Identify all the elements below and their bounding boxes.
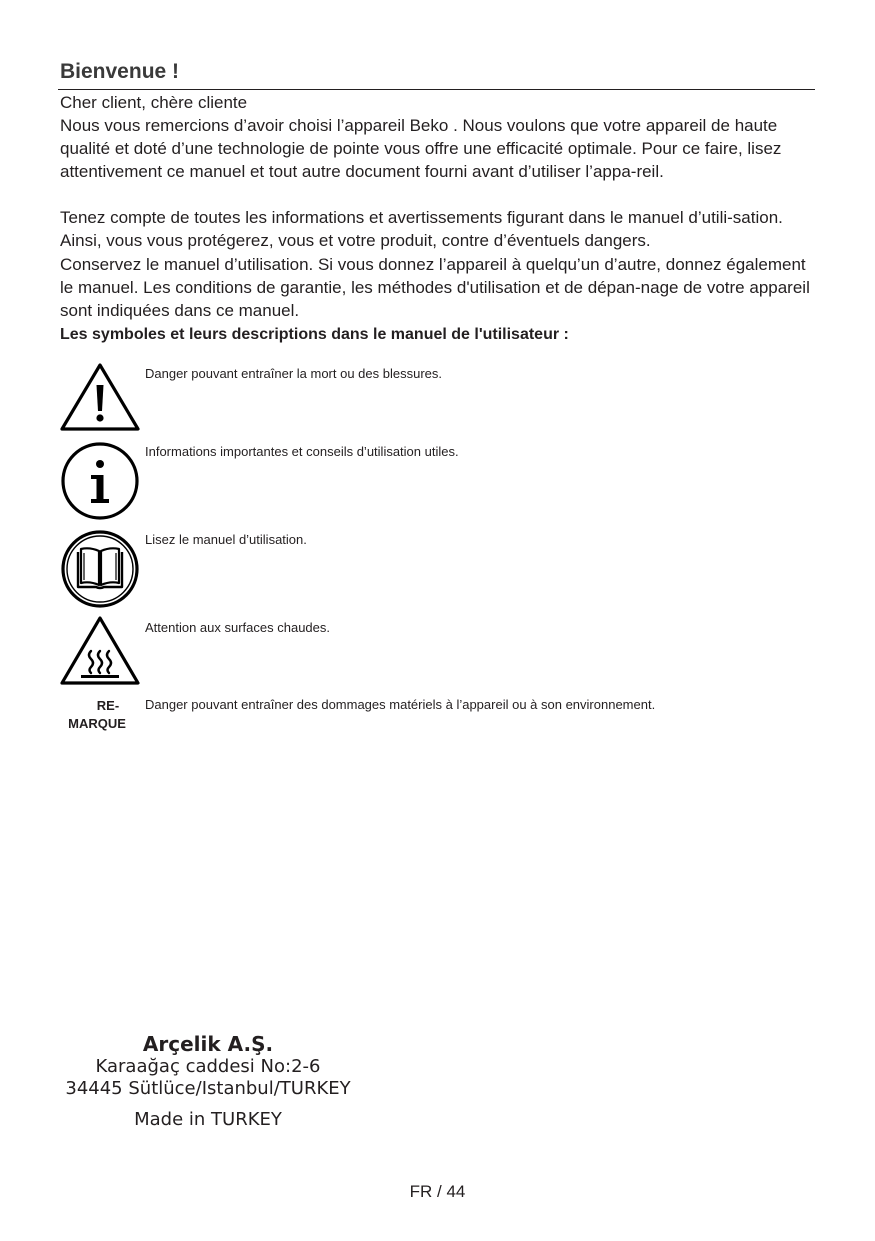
address-city: 34445 Sütlüce/Istanbul/TURKEY [65,1078,351,1099]
warning-triangle-icon [58,361,142,445]
remarque-label-line1: RE- [96,698,120,713]
symbol-description: Danger pouvant entraîner la mort ou des blessures. [145,366,443,381]
symbols-heading: Les symboles et leurs descriptions dans le manuel de l'utilisateur : [60,326,569,343]
page-number: FR / 44 [409,1182,466,1201]
intro-paragraph-2: Tenez compte de toutes les informations et avertissements figurant dans le manuel d’utili-sation. Ainsi, vous vous protégerez, vous et votre produit, contre d’éventuels dangers. [60,208,783,250]
symbol-description: Attention aux surfaces chaudes. [145,620,331,635]
remarque-label-line2: MARQUE [68,716,126,731]
remarque-description: Danger pouvant entraîner des dommages matériels à l’appareil ou à son environnement. [145,697,656,712]
title-divider [58,89,815,90]
info-circle-icon [58,439,142,523]
symbol-description: Lisez le manuel d’utilisation. [145,532,307,547]
hot-surface-icon [58,615,142,699]
intro-paragraph-3: Conservez le manuel d’utilisation. Si vous donnez l’appareil à quelqu’un d’autre, donnez également le manuel. Les conditions de garantie, les méthodes d'utilisation et de dépan-nage de votre appareil sont indiquées dans ce manuel. [60,255,810,320]
symbol-description: Informations importantes et conseils d’utilisation utiles. [145,444,459,459]
manufacturer-address [58,1032,358,1131]
read-manual-icon [58,527,142,611]
intro-paragraph-1: Nous vous remercions d’avoir choisi l’appareil Beko . Nous voulons que votre appareil de haute qualité et doté d’une technologie de pointe vous offre une efficacité optimale. Pour ce faire, lisez attentivement ce manuel et tout autre document fourni avant d’utiliser l’appa-reil. [60,116,782,181]
company-name: Arçelik A.Ş. [142,1032,274,1056]
page-title: Bienvenue ! [60,60,180,83]
salutation: Cher client, chère cliente [60,93,248,112]
remarque-label [58,697,136,733]
address-street: Karaağaç caddesi No:2-6 [95,1056,321,1077]
made-in-label: Made in TURKEY [134,1109,282,1130]
